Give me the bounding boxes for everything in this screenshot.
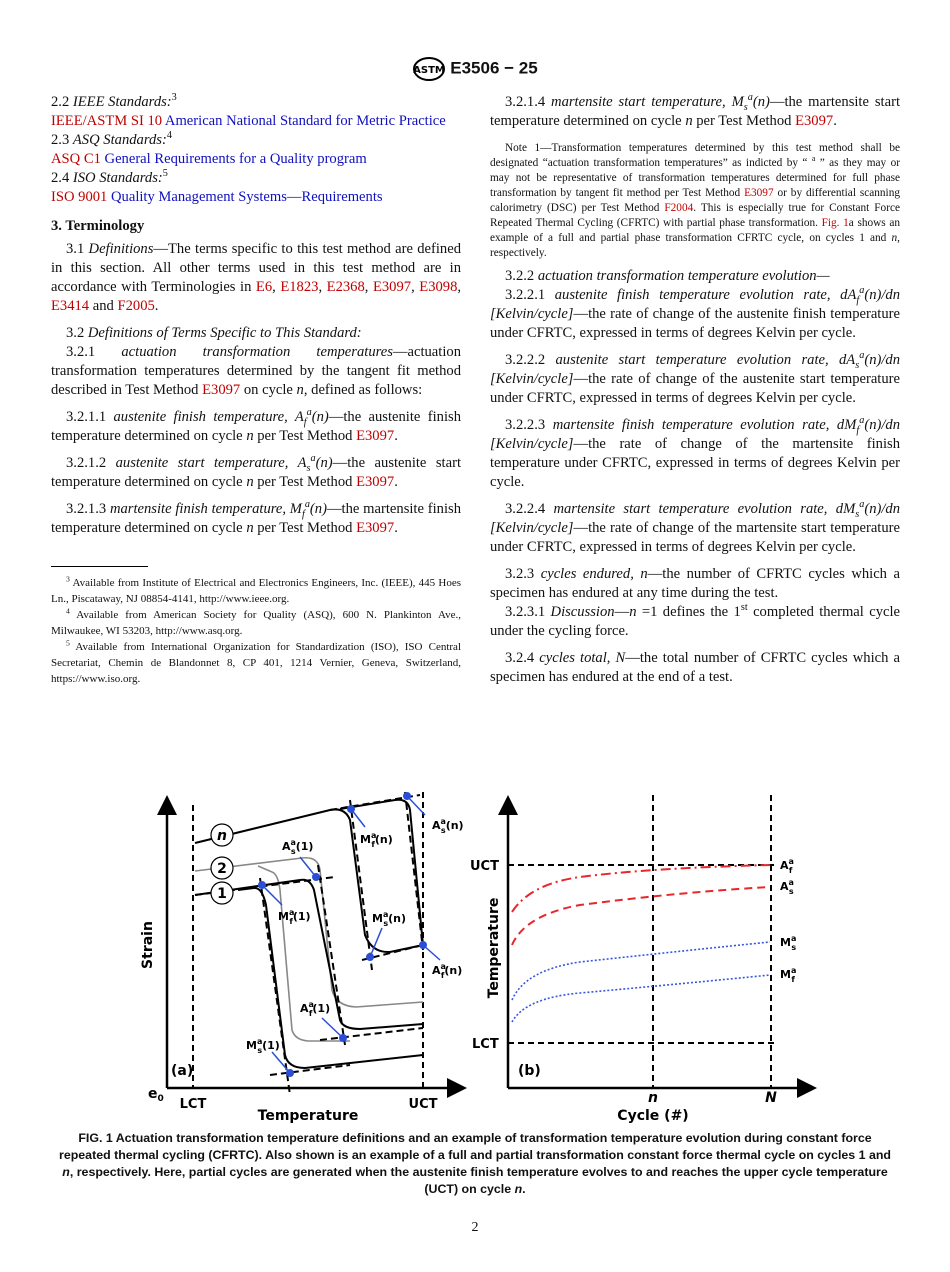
text-segment: martensite finish temperature evolution rate, dM	[552, 417, 857, 433]
text-segment: (n)/dn [Kelvin/cycle]	[490, 501, 900, 536]
paragraph	[490, 267, 900, 286]
label-Mf: $M^a$ f	[780, 966, 797, 984]
text-segment: completed thermal cycle under the cycling force.	[490, 604, 901, 639]
text-segment: a	[310, 453, 316, 465]
paragraph	[51, 500, 461, 538]
text-segment: n	[629, 604, 637, 620]
lct-label: LCT	[179, 1097, 207, 1112]
text-segment: f	[301, 508, 305, 520]
text-segment: n	[246, 474, 254, 490]
reference-link[interactable]: E3414	[51, 298, 90, 314]
text-segment: 5	[66, 638, 70, 648]
figure-caption	[55, 1130, 895, 1198]
label-Af: $A^a$ f	[780, 857, 794, 875]
reference-link[interactable]: E2368	[326, 279, 365, 295]
paragraph	[51, 112, 461, 131]
text-segment: actuation transformation temperature evolution—	[537, 268, 830, 284]
cycle-label: n	[217, 828, 227, 844]
reference-link[interactable]: American National Standard for Metric Practice	[162, 113, 446, 129]
label-Ms: $M^a$ s	[780, 934, 797, 952]
text-segment: or by differential scanning calorimetry (DSC) per Test Method	[490, 187, 900, 214]
text-segment: IEEE Standards:	[72, 94, 172, 110]
text-segment: —the martensite start temperature determined on cycle	[490, 94, 900, 129]
text-segment: —the rate of change of the martensite start temperature under CFRTC, expressed in terms of degrees Kelvin per cycle.	[490, 520, 900, 555]
page-header	[0, 56, 950, 82]
paragraph	[51, 131, 461, 150]
label-Mf-n: $M^a$ f(n)	[360, 831, 393, 849]
text-segment: n	[891, 232, 898, 244]
text-segment: a	[859, 499, 865, 511]
text-segment: austenite start temperature evolution rate, dA	[555, 352, 856, 368]
text-segment: ,	[318, 279, 327, 295]
tangent-lines-n	[330, 792, 423, 970]
text-segment: st	[740, 602, 748, 614]
text-segment: ,	[457, 279, 462, 295]
label-Ms-n: $M^a$ s(n)	[372, 910, 407, 928]
text-segment: —the rate of change of the austenite start temperature under CFRTC, expressed in terms of degrees Kelvin per cycle.	[490, 371, 900, 406]
footnotes	[51, 575, 461, 687]
text-segment: —the number of CFRTC cycles which a specimen has endured at any time during the test.	[490, 566, 900, 601]
text-segment: —	[614, 604, 630, 620]
text-segment: (n)	[752, 94, 770, 110]
text-segment: 3	[66, 574, 70, 584]
text-segment: s	[855, 359, 860, 371]
N-tick-label: N	[765, 1090, 777, 1106]
paragraph	[51, 188, 461, 207]
paragraph	[51, 169, 461, 188]
text-segment: 3.2.2.2	[505, 352, 556, 368]
text-segment: 3.2.1	[66, 344, 122, 360]
left-column	[51, 93, 461, 687]
reference-link[interactable]: IEEE/ASTM SI 10	[51, 113, 163, 129]
reference-link[interactable]: E3097	[356, 474, 395, 490]
text-segment: austenite finish temperature, A	[113, 409, 304, 425]
text-segment: martensite start temperature, M	[551, 94, 744, 110]
text-segment: Available from International Organization for Standardization (ISO), ISO Central Secretariat, Chemin de Blandonnet 8, CP 401, 1214 Vernier, Geneva, Switzerland, https://www.iso.org.	[51, 641, 461, 685]
footnote	[51, 575, 461, 607]
reference-link[interactable]: E3097	[356, 520, 395, 536]
text-segment: austenite finish temperature evolution rate, dA	[554, 287, 857, 303]
text-segment: per Test Method	[253, 520, 357, 536]
text-segment: ASQ Standards:	[72, 132, 167, 148]
text-segment: —the total number of CFRTC cycles which a specimen has endured at the end of a test.	[490, 650, 900, 685]
panel-a	[140, 792, 464, 1124]
text-segment: ,	[272, 279, 281, 295]
text-segment: 3.1	[66, 241, 89, 257]
text-segment: cycles total, N	[539, 650, 626, 666]
text-segment: ISO Standards:	[72, 170, 163, 186]
text-segment: s	[306, 462, 311, 474]
series-Mf	[512, 975, 770, 1022]
reference-link[interactable]: ASQ C1	[51, 151, 101, 167]
text-segment: n	[246, 428, 254, 444]
text-segment: 3.2.2.1	[505, 287, 555, 303]
series-Ms	[512, 942, 770, 1000]
text-segment: per Test Method	[253, 428, 357, 444]
paragraph	[51, 324, 461, 343]
label-Af-n: $A^a$ f(n)	[432, 962, 463, 980]
text-segment: —The terms specific to this test method are defined in this section. All other terms used in this test method are in accordance with Terminologies in	[51, 241, 461, 295]
text-segment: martensite finish temperature, M	[109, 501, 302, 517]
text-segment: (n)/dn [Kelvin/cycle]	[490, 417, 900, 452]
reference-link[interactable]: E3097	[356, 428, 395, 444]
paragraph	[490, 93, 900, 131]
text-segment: a	[859, 415, 865, 427]
text-segment: cycles endured, n	[540, 566, 648, 582]
text-segment: 2.3	[51, 132, 73, 148]
text-segment: —the martensite finish temperature determined on cycle	[51, 501, 461, 536]
paragraph	[51, 454, 461, 492]
text-segment: =1 defines the 1	[636, 604, 741, 620]
text-segment: and	[89, 298, 118, 314]
cycle-label: 1	[217, 886, 227, 902]
text-segment: n	[514, 1182, 523, 1196]
panel-b	[470, 795, 812, 1124]
strain-axis-label: Strain	[140, 921, 156, 969]
text-segment: a	[811, 154, 816, 164]
text-segment: (n)	[315, 455, 333, 471]
text-segment: a	[304, 499, 310, 511]
paragraph	[490, 286, 900, 343]
text-segment: f	[856, 294, 860, 306]
n-tick-label: n	[648, 1090, 658, 1106]
text-segment: , defined as follows:	[303, 382, 423, 398]
text-segment: —Transformation temperatures determined by this test method shall be designated “actuation transformation temperatures” as indicted by “	[490, 142, 900, 169]
paragraph	[490, 500, 900, 557]
text-segment: Available from American Society for Quality (ASQ), 600 N. Plankinton Ave., Milwaukee, WI 53203, http://www.asq.org.	[51, 609, 461, 637]
reference-link[interactable]: E3097	[372, 279, 412, 295]
label-Ms-1: $M^a$ s(1)	[246, 1037, 280, 1055]
reference-link[interactable]: E6	[255, 279, 273, 295]
text-segment: Note 1	[505, 142, 541, 154]
label-Af-1: $A^a$ f(1)	[300, 1000, 331, 1018]
lct-label: LCT	[472, 1037, 499, 1052]
text-segment: —the rate of change of the martensite finish temperature under CFRTC, expressed in terms of degrees Kelvin per cycle.	[490, 436, 900, 490]
text-segment: actuation transformation temperatures	[121, 344, 393, 360]
note	[490, 141, 900, 261]
text-segment: —the austenite finish temperature determined on cycle	[51, 409, 461, 444]
footnote	[51, 639, 461, 687]
text-segment: 5	[162, 168, 168, 180]
text-segment: martensite start temperature evolution rate, dM	[553, 501, 856, 517]
svg-text:ASTM: ASTM	[413, 65, 446, 76]
series-labels	[780, 857, 796, 984]
paragraph	[51, 408, 461, 446]
text-segment: .	[394, 428, 398, 444]
text-segment: 3.2.2.3	[505, 417, 553, 433]
figure-1	[0, 780, 950, 1130]
reference-link[interactable]: E3098	[419, 279, 458, 295]
text-segment: Available from Institute of Electrical and Electronics Engineers, Inc. (IEEE), 445 Hoes Ln., Piscataway, NJ 08854-4141, http://www.ieee.org.	[51, 577, 461, 605]
text-segment: —the austenite start temperature determined on cycle	[51, 455, 461, 490]
reference-link[interactable]: E3097	[744, 187, 774, 199]
reference-link[interactable]: F2005	[117, 298, 155, 314]
paragraph	[490, 649, 900, 687]
reference-link[interactable]: F2004	[664, 202, 694, 214]
cycle-1-curve	[195, 880, 423, 1068]
text-segment: 3.2.1.1	[66, 409, 114, 425]
left-paragraphs	[51, 93, 461, 538]
text-segment: (n)/dn [Kelvin/cycle]	[490, 287, 900, 322]
document-designation: E3506 − 25	[450, 58, 538, 78]
text-segment: .	[522, 1182, 526, 1196]
reference-link[interactable]: E3097	[202, 382, 241, 398]
reference-link[interactable]: ISO 9001	[51, 189, 108, 205]
text-segment: Definitions of Terms Specific to This Standard:	[87, 325, 362, 341]
text-segment: 3	[171, 92, 177, 104]
series-As	[512, 887, 770, 945]
text-segment: 3.2.3.1	[505, 604, 551, 620]
text-segment: 4	[166, 130, 172, 142]
text-segment: ” as they may or may not be representative of transformation temperatures determined for full phase transformation by tangent fit method per Test Method	[490, 157, 901, 199]
text-segment: per Test Method	[692, 113, 796, 129]
paragraph	[51, 150, 461, 169]
text-segment: .	[394, 520, 398, 536]
text-segment: (n)	[311, 409, 329, 425]
text-segment: ,	[411, 279, 420, 295]
right-column	[490, 93, 900, 687]
text-segment: FIG. 1 Actuation transformation temperature definitions and an example of transformation temperature evolution during constant force repeated thermal cycling (CFRTC). Also shown is an example of a full and partial transformation constant force thermal cycle on cycles 1 and	[59, 1131, 891, 1162]
text-segment: .	[154, 298, 159, 314]
panel-a-tag: (a)	[171, 1063, 194, 1079]
label-Mf-1: $M^a$ f(1)	[278, 908, 311, 926]
text-segment: a	[306, 407, 312, 419]
text-segment: 4	[66, 606, 70, 616]
text-segment: .	[394, 474, 398, 490]
text-segment: 3.2.2.4	[505, 501, 554, 517]
temperature-axis-label: Temperature	[486, 897, 502, 999]
text-segment: 3. Terminology	[51, 218, 145, 234]
text-segment: 2.2	[51, 94, 73, 110]
text-segment: n	[685, 113, 693, 129]
text-segment: 3.2.4	[505, 650, 540, 666]
text-segment: s	[855, 508, 860, 520]
page-number: 2	[471, 1220, 479, 1235]
paragraph	[51, 240, 461, 316]
reference-link[interactable]: Quality Management Systems—Requirements	[107, 189, 383, 205]
reference-link[interactable]: E1823	[280, 279, 319, 295]
text-segment: austenite start temperature, A	[115, 455, 307, 471]
label-As-n: $A^a$ s(n)	[432, 817, 464, 835]
label-As: $A^a$ s	[780, 878, 794, 896]
text-segment: f	[856, 424, 860, 436]
reference-link[interactable]: General Requirements for a Quality program	[100, 151, 367, 167]
footnote	[51, 607, 461, 639]
astm-logo-icon	[412, 56, 446, 82]
temperature-axis-label: Temperature	[257, 1108, 359, 1124]
uct-label: UCT	[408, 1097, 438, 1112]
section-heading	[51, 217, 461, 236]
text-segment: a	[859, 350, 865, 362]
text-segment: 3.2.3	[505, 566, 541, 582]
uct-label: UCT	[470, 859, 499, 874]
text-segment: a	[747, 92, 753, 104]
text-segment: .	[833, 113, 837, 129]
right-paragraphs	[490, 93, 900, 687]
text-segment: 2.4	[51, 170, 73, 186]
paragraph	[51, 93, 461, 112]
text-segment: (n)	[309, 501, 327, 517]
text-segment: a shows an example of a full and partial phase transformation CFRTC cycle, on cycles 1 and	[490, 217, 901, 244]
text-segment: n	[296, 382, 304, 398]
text-segment: Definitions	[88, 241, 154, 257]
text-segment: —the rate of change of the austenite finish temperature under CFRTC, expressed in terms of degrees Kelvin per cycle.	[490, 306, 900, 341]
text-segment: a	[859, 285, 865, 297]
text-segment: , respectively.	[490, 232, 900, 259]
text-segment: n	[62, 1165, 70, 1179]
reference-link[interactable]: E3097	[795, 113, 834, 129]
text-segment: . This is especially true for Constant Force Repeated Thermal Cycling (CFRTC) with partial phase transformation.	[490, 202, 900, 229]
text-segment: 3.2.1.2	[66, 455, 116, 471]
text-segment: s	[743, 101, 748, 113]
text-segment: , respectively. Here, partial cycles are generated when the austenite finish temperature evolves to and reaches the upper cycle temperature (UCT) on cycle	[69, 1165, 888, 1196]
panel-b-tag: (b)	[518, 1063, 541, 1079]
footnote-divider	[51, 566, 148, 567]
paragraph	[490, 416, 900, 492]
text-segment: Discussion	[550, 604, 615, 620]
text-segment: ,	[364, 279, 373, 295]
cycle-label: 2	[217, 861, 227, 877]
text-segment: 3.2	[66, 325, 88, 341]
paragraph	[490, 565, 900, 603]
text-segment: 3.2.1.3	[66, 501, 110, 517]
text-segment: f	[303, 416, 307, 428]
origin-label: $e_0$	[148, 1086, 164, 1104]
reference-link[interactable]: Fig. 1	[821, 217, 849, 229]
text-segment: 3.2.1.4	[505, 94, 552, 110]
text-segment: on cycle	[240, 382, 297, 398]
paragraph	[490, 603, 900, 641]
text-segment: —actuation transformation temperatures determined by the tangent fit method described in Test Method	[51, 344, 461, 398]
paragraph	[490, 351, 900, 408]
text-segment: per Test Method	[253, 474, 357, 490]
label-As-1: $A^a$ s(1)	[282, 838, 314, 856]
text-segment: (n)/dn [Kelvin/cycle]	[490, 352, 900, 387]
text-segment: n	[246, 520, 254, 536]
text-segment: 3.2.2	[505, 268, 538, 284]
paragraph	[51, 343, 461, 400]
cycle-axis-label: Cycle (#)	[617, 1108, 689, 1124]
